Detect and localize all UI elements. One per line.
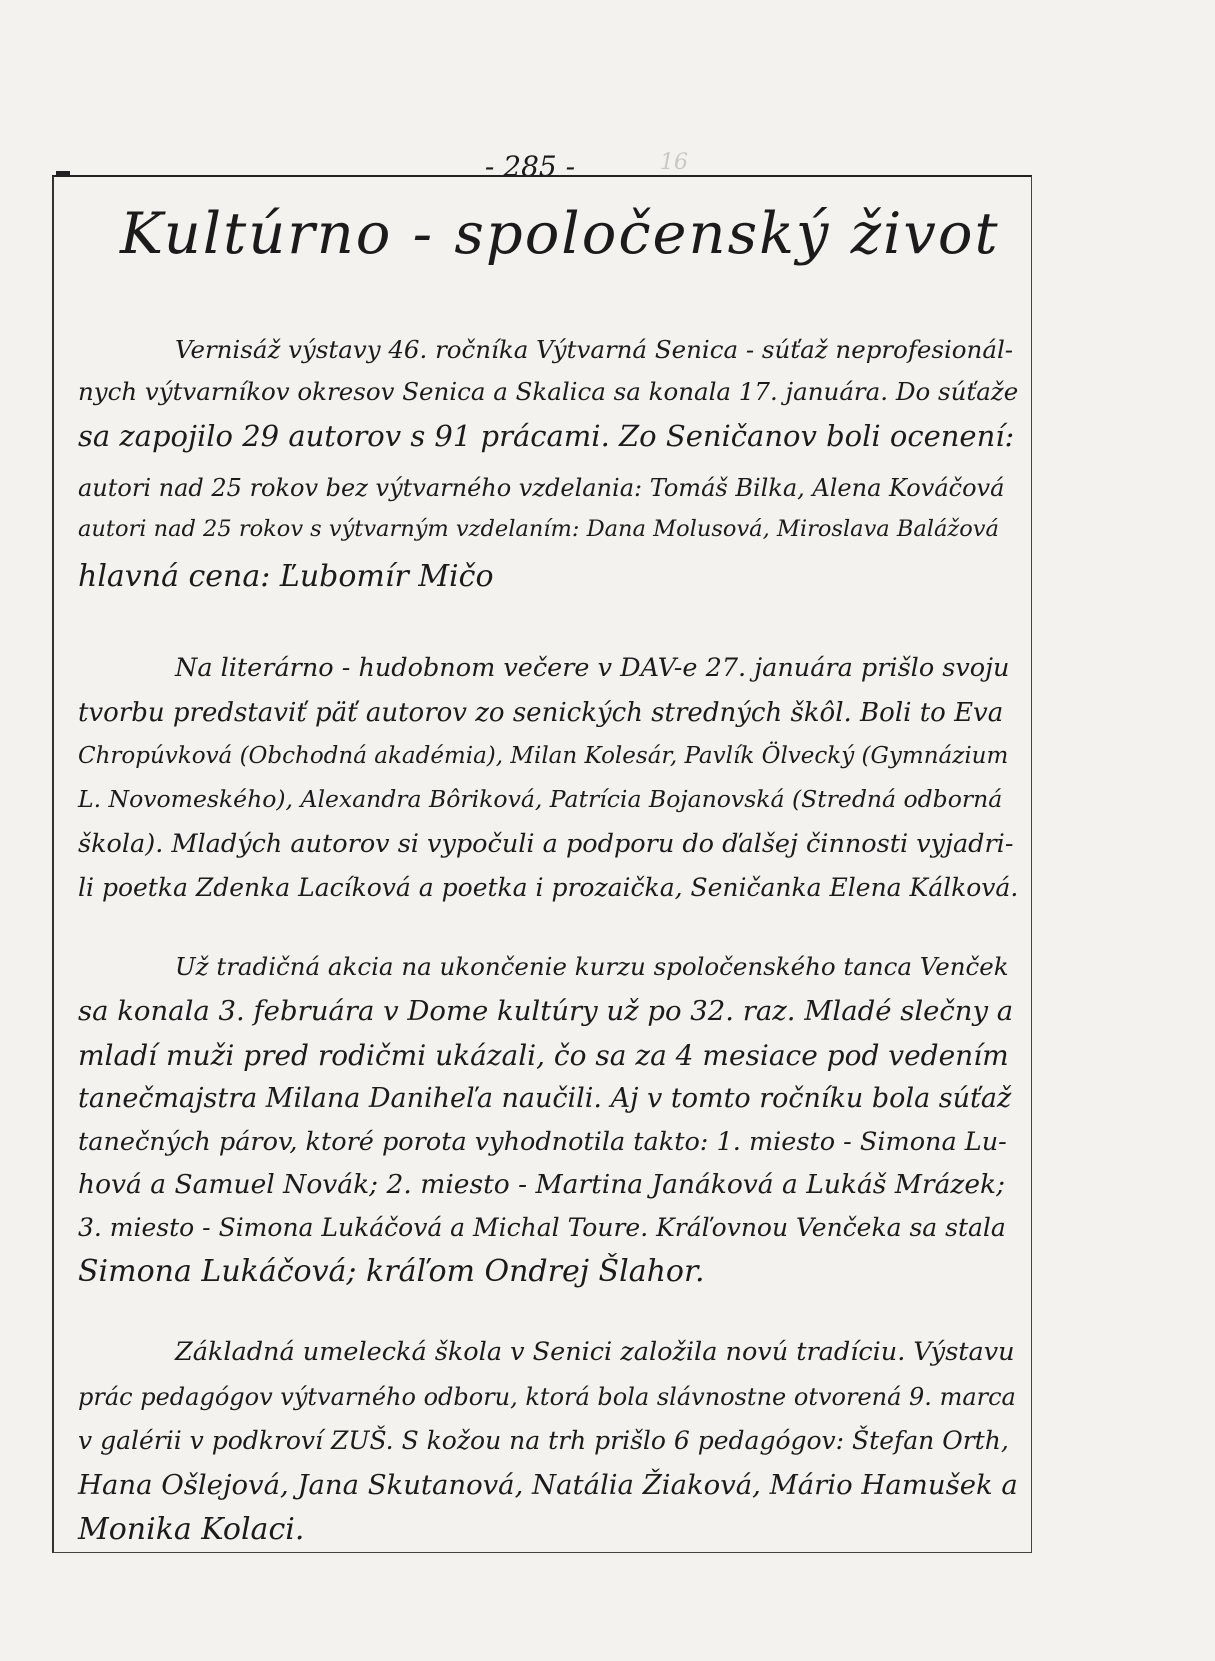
paragraph-3-line-3: mladí muži pred rodičmi ukázali, čo sa za 4 mesiace pod vedením bbox=[78, 1039, 1009, 1072]
paragraph-1-line-5: autori nad 25 rokov s výtvarným vzdelaním: Dana Molusová, Miroslava Balážová bbox=[78, 516, 999, 542]
paragraph-4-line-5: Monika Kolaci. bbox=[78, 1512, 305, 1547]
paragraph-1-line-4: autori nad 25 rokov bez výtvarného vzdelania: Tomáš Bilka, Alena Kováčová bbox=[78, 474, 1005, 502]
frame-tick bbox=[56, 171, 70, 175]
paragraph-1-line-3: sa zapojilo 29 autorov s 91 prácami. Zo Seničanov boli ocenení: bbox=[78, 419, 1015, 453]
paragraph-4-line-4: Hana Ošlejová, Jana Skutanová, Natália Žiaková, Mário Hamušek a bbox=[78, 1469, 1018, 1501]
paragraph-3-line-5: tanečných párov, ktoré porota vyhodnotila takto: 1. miesto - Simona Lu- bbox=[78, 1127, 1007, 1157]
page-title: Kultúrno - spoločenský život bbox=[120, 200, 1000, 267]
page-number: - 285 - bbox=[484, 150, 576, 183]
paragraph-3-line-7: 3. miesto - Simona Lukáčová a Michal Toure. Kráľovnou Venčeka sa stala bbox=[78, 1213, 1006, 1242]
paragraph-2-line-6: li poetka Zdenka Lacíková a poetka i prozaička, Seničanka Elena Kálková. bbox=[78, 873, 1019, 902]
paragraph-2-line-1: Na literárno - hudobnom večere v DAV-e 27. januára prišlo svoju bbox=[175, 653, 1010, 683]
paragraph-2-line-4: L. Novomeského), Alexandra Bôriková, Patrícia Bojanovská (Stredná odborná bbox=[78, 785, 1003, 813]
bleed-through-text: 16 bbox=[660, 150, 688, 175]
paragraph-3-line-8: Simona Lukáčová; kráľom Ondrej Šlahor. bbox=[78, 1254, 705, 1289]
paragraph-3-line-1: Už tradičná akcia na ukončenie kurzu spoločenského tanca Venček bbox=[175, 952, 1009, 981]
paragraph-3-line-6: hová a Samuel Novák; 2. miesto - Martina Janáková a Lukáš Mrázek; bbox=[78, 1169, 1005, 1200]
paragraph-2-line-2: tvorbu predstaviť päť autorov zo senických stredných škôl. Boli to Eva bbox=[78, 698, 1004, 728]
paragraph-4-line-3: v galérii v podkroví ZUŠ. S kožou na trh prišlo 6 pedagógov: Štefan Orth, bbox=[78, 1426, 1009, 1455]
paragraph-4-line-1: Základná umelecká škola v Senici založila novú tradíciu. Výstavu bbox=[175, 1337, 1015, 1367]
paragraph-2-line-3: Chropúvková (Obchodná akadémia), Milan Kolesár, Pavlík Ölvecký (Gymnázium bbox=[78, 743, 1009, 769]
paragraph-3-line-2: sa konala 3. februára v Dome kultúry už po 32. raz. Mladé slečny a bbox=[78, 995, 1014, 1027]
paragraph-2-line-5: škola). Mladých autorov si vypočuli a podporu do ďalšej činnosti vyjadri- bbox=[78, 829, 1014, 859]
paragraph-1-line-6: hlavná cena: Ľubomír Mičo bbox=[78, 559, 494, 594]
paragraph-1-line-1: Vernisáž výstavy 46. ročníka Výtvarná Senica - súťaž neprofesionál- bbox=[175, 335, 1014, 364]
paragraph-3-line-4: tanečmajstra Milana Daniheľa naučili. Aj v tomto ročníku bola súťaž bbox=[78, 1083, 1012, 1114]
paragraph-1-line-2: nych výtvarníkov okresov Senica a Skalica sa konala 17. januára. Do súťaže bbox=[78, 377, 1019, 406]
paragraph-4-line-2: prác pedagógov výtvarného odboru, ktorá bola slávnostne otvorená 9. marca bbox=[78, 1383, 1016, 1411]
